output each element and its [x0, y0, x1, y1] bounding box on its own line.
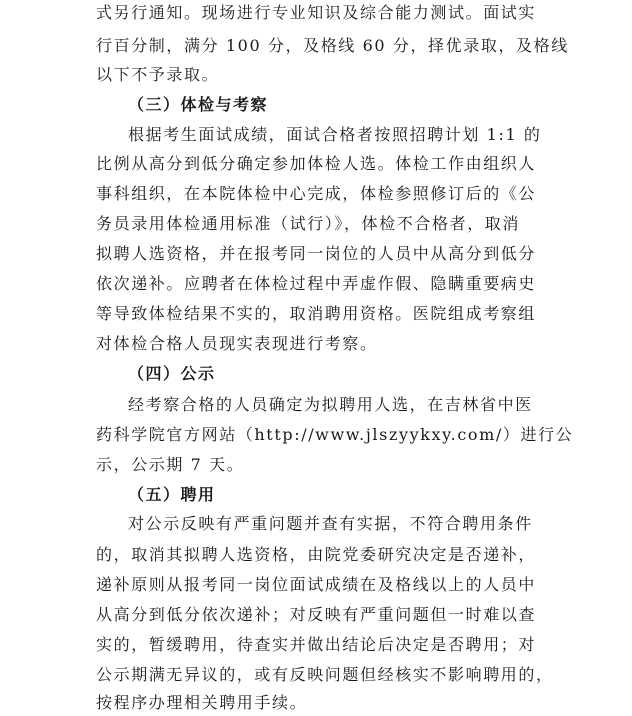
- text-line: 从高分到低分依次递补；对反映有严重问题但一时难以查: [96, 605, 537, 624]
- text-line: 依次递补。应聘者在体检过程中弄虚作假、隐瞒重要病史: [96, 274, 537, 293]
- text-line: 公示期满无异议的，或有反映问题但经核实不影响聘用的，: [96, 665, 554, 684]
- text-line: 务员录用体检通用标准（试行）》，体检不合格者，取消: [96, 214, 521, 233]
- text-line: 示，公示期 7 天。: [96, 455, 245, 474]
- section-heading: （四）公示: [128, 364, 216, 383]
- text-line: 比例从高分到低分确定参加体检人选。体检工作由组织人: [96, 154, 537, 173]
- text-line: 行百分制，满分 100 分，及格线 60 分，择优录取，及格线: [96, 36, 569, 55]
- text-line: 按程序办理相关聘用手续。: [96, 693, 308, 712]
- text-line: 实的，暂缓聘用，待查实并做出结论后决定是否聘用；对: [96, 635, 537, 654]
- text-line: 拟聘人选资格，并在报考同一岗位的人员中从高分到低分: [96, 244, 537, 263]
- section-heading: （五）聘用: [128, 485, 216, 504]
- text-line: 药科学院官方网站（http://www.jlszyykxy.com/）进行公: [96, 425, 574, 444]
- text-line: 根据考生面试成绩，面试合格者按照招聘计划 1:1 的: [128, 125, 542, 144]
- text-line: 以下不予录取。: [96, 65, 220, 84]
- text-line: 事科组织，在本院体检中心完成，体检参照修订后的《公: [96, 184, 537, 203]
- text-line: 经考察合格的人员确定为拟聘用人选，在吉林省中医: [128, 395, 533, 414]
- text-line: 等导致体检结果不实的，取消聘用资格。医院组成考察组: [96, 304, 537, 323]
- text-line: 递补原则从报考同一岗位面试成绩在及格线以上的人员中: [96, 575, 537, 594]
- section-heading: （三）体检与考察: [128, 95, 269, 114]
- text-line: 对公示反映有严重问题并查有实据，不符合聘用条件: [128, 514, 533, 533]
- text-line: 对体检合格人员现实表现进行考察。: [96, 334, 378, 353]
- text-line: 的，取消其拟聘人选资格，由院党委研究决定是否递补，: [96, 545, 537, 564]
- text-line: 式另行通知。现场进行专业知识及综合能力测试。面试实: [96, 3, 537, 22]
